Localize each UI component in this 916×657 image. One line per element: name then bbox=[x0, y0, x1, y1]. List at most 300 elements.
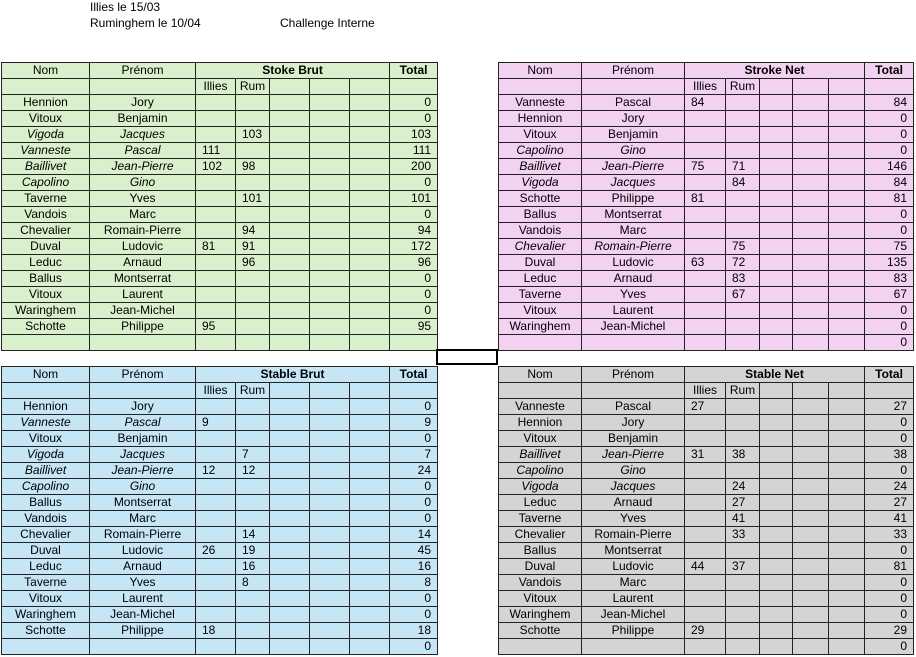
cell-nom[interactable]: Hennion bbox=[2, 95, 90, 111]
empty-cell[interactable] bbox=[310, 175, 350, 191]
cell-illies[interactable] bbox=[685, 175, 726, 191]
cell-illies[interactable] bbox=[685, 319, 726, 335]
cell-nom[interactable]: Leduc bbox=[2, 255, 90, 271]
cell-nom[interactable]: Vitoux bbox=[499, 431, 582, 447]
empty-cell[interactable] bbox=[793, 223, 829, 239]
section-title[interactable]: Stoke Brut bbox=[196, 63, 390, 79]
empty-cell[interactable] bbox=[760, 431, 793, 447]
cell-prenom[interactable]: Montserrat bbox=[582, 207, 685, 223]
cell-illies[interactable] bbox=[685, 111, 726, 127]
empty-cell[interactable] bbox=[760, 143, 793, 159]
cell-nom[interactable]: Vandois bbox=[499, 575, 582, 591]
empty-cell[interactable] bbox=[310, 319, 350, 335]
cell-nom[interactable]: Capolino bbox=[499, 143, 582, 159]
empty-cell[interactable] bbox=[310, 191, 350, 207]
cell-prenom[interactable]: Laurent bbox=[582, 303, 685, 319]
cell-rum[interactable] bbox=[236, 143, 270, 159]
empty-cell[interactable] bbox=[350, 463, 390, 479]
empty-cell[interactable] bbox=[350, 607, 390, 623]
cell-illies[interactable] bbox=[685, 303, 726, 319]
cell-rum[interactable]: 14 bbox=[236, 527, 270, 543]
empty-cell[interactable] bbox=[760, 271, 793, 287]
empty-cell[interactable] bbox=[270, 575, 310, 591]
empty-cell[interactable] bbox=[270, 447, 310, 463]
cell-total[interactable]: 0 bbox=[865, 111, 914, 127]
empty-cell[interactable] bbox=[793, 479, 829, 495]
empty-cell[interactable] bbox=[350, 511, 390, 527]
empty-cell[interactable] bbox=[793, 463, 829, 479]
cell-nom[interactable]: Schotte bbox=[499, 191, 582, 207]
cell-prenom[interactable]: Jory bbox=[582, 111, 685, 127]
cell-total[interactable]: 0 bbox=[865, 319, 914, 335]
cell-nom[interactable]: Ballus bbox=[2, 271, 90, 287]
cell-prenom[interactable]: Philippe bbox=[90, 623, 196, 639]
empty-cell[interactable] bbox=[793, 511, 829, 527]
cell-nom[interactable]: Baillivet bbox=[2, 159, 90, 175]
cell-nom[interactable]: Leduc bbox=[499, 495, 582, 511]
empty-cell[interactable] bbox=[310, 495, 350, 511]
empty-cell[interactable] bbox=[350, 127, 390, 143]
cell-total[interactable]: 0 bbox=[390, 495, 438, 511]
cell-total[interactable]: 24 bbox=[390, 463, 438, 479]
col-header-nom[interactable]: Nom bbox=[2, 63, 90, 79]
cell-illies[interactable] bbox=[685, 239, 726, 255]
col-header-total[interactable]: Total bbox=[865, 367, 914, 383]
cell-rum[interactable]: 33 bbox=[726, 527, 760, 543]
empty-cell[interactable] bbox=[350, 111, 390, 127]
cell-total[interactable]: 14 bbox=[390, 527, 438, 543]
empty-cell[interactable] bbox=[350, 143, 390, 159]
cell-nom[interactable]: Leduc bbox=[499, 271, 582, 287]
empty-cell[interactable] bbox=[350, 319, 390, 335]
cell-illies[interactable] bbox=[685, 127, 726, 143]
col-header-nom[interactable]: Nom bbox=[499, 367, 582, 383]
cell-illies[interactable] bbox=[685, 479, 726, 495]
cell-prenom[interactable]: Gino bbox=[90, 479, 196, 495]
empty-cell[interactable] bbox=[270, 463, 310, 479]
cell-rum[interactable]: 8 bbox=[236, 575, 270, 591]
empty-cell[interactable] bbox=[270, 415, 310, 431]
empty-cell[interactable] bbox=[350, 335, 390, 351]
empty-cell[interactable] bbox=[270, 591, 310, 607]
cell-prenom[interactable]: Romain-Pierre bbox=[582, 239, 685, 255]
empty-cell[interactable] bbox=[270, 191, 310, 207]
cell-nom[interactable]: Chevalier bbox=[2, 527, 90, 543]
cell-total[interactable]: 172 bbox=[390, 239, 438, 255]
empty-cell[interactable] bbox=[270, 159, 310, 175]
cell-illies[interactable]: 102 bbox=[196, 159, 236, 175]
empty-cell[interactable] bbox=[350, 591, 390, 607]
cell-illies[interactable] bbox=[685, 591, 726, 607]
cell-illies[interactable] bbox=[196, 447, 236, 463]
cell-nom[interactable] bbox=[499, 335, 582, 351]
cell-rum[interactable] bbox=[236, 287, 270, 303]
empty-cell[interactable] bbox=[350, 527, 390, 543]
empty-cell[interactable] bbox=[350, 239, 390, 255]
empty-cell[interactable] bbox=[829, 383, 865, 399]
cell-prenom[interactable]: Benjamin bbox=[90, 431, 196, 447]
cell-nom[interactable]: Waringhem bbox=[2, 303, 90, 319]
empty-cell[interactable] bbox=[310, 271, 350, 287]
empty-cell[interactable] bbox=[310, 591, 350, 607]
empty-cell[interactable] bbox=[760, 127, 793, 143]
cell-nom[interactable] bbox=[2, 639, 90, 655]
cell-rum[interactable]: 94 bbox=[236, 223, 270, 239]
cell-rum[interactable] bbox=[726, 431, 760, 447]
cell-rum[interactable] bbox=[236, 319, 270, 335]
empty-cell[interactable] bbox=[793, 383, 829, 399]
empty-cell[interactable] bbox=[829, 207, 865, 223]
empty-cell[interactable] bbox=[350, 303, 390, 319]
cell-nom[interactable]: Hennion bbox=[499, 111, 582, 127]
cell-total[interactable]: 0 bbox=[390, 607, 438, 623]
cell-total[interactable]: 0 bbox=[390, 207, 438, 223]
cell-total[interactable]: 146 bbox=[865, 159, 914, 175]
cell-illies[interactable]: 44 bbox=[685, 559, 726, 575]
cell-illies[interactable] bbox=[196, 111, 236, 127]
empty-cell[interactable] bbox=[793, 431, 829, 447]
empty-cell[interactable] bbox=[829, 319, 865, 335]
empty-cell[interactable] bbox=[793, 607, 829, 623]
cell-prenom[interactable]: Jory bbox=[90, 95, 196, 111]
empty-cell[interactable] bbox=[270, 479, 310, 495]
cell-prenom[interactable]: Laurent bbox=[582, 591, 685, 607]
cell-rum[interactable] bbox=[726, 303, 760, 319]
cell-nom[interactable]: Waringhem bbox=[2, 607, 90, 623]
cell-total[interactable]: 9 bbox=[390, 415, 438, 431]
cell-total[interactable]: 29 bbox=[865, 623, 914, 639]
cell-total[interactable]: 0 bbox=[865, 463, 914, 479]
empty-cell[interactable] bbox=[582, 383, 685, 399]
cell-nom[interactable] bbox=[499, 639, 582, 655]
cell-illies[interactable] bbox=[196, 303, 236, 319]
empty-cell[interactable] bbox=[310, 399, 350, 415]
cell-prenom[interactable]: Pascal bbox=[90, 143, 196, 159]
empty-cell[interactable] bbox=[829, 415, 865, 431]
cell-total[interactable]: 27 bbox=[865, 495, 914, 511]
empty-cell[interactable] bbox=[270, 383, 310, 399]
empty-cell[interactable] bbox=[310, 159, 350, 175]
cell-rum[interactable] bbox=[236, 607, 270, 623]
cell-rum[interactable] bbox=[726, 623, 760, 639]
cell-rum[interactable]: 24 bbox=[726, 479, 760, 495]
empty-cell[interactable] bbox=[499, 383, 582, 399]
cell-nom[interactable]: Vitoux bbox=[2, 431, 90, 447]
cell-prenom[interactable]: Romain-Pierre bbox=[90, 223, 196, 239]
cell-prenom[interactable]: Jacques bbox=[90, 127, 196, 143]
empty-cell[interactable] bbox=[793, 303, 829, 319]
cell-rum[interactable]: 67 bbox=[726, 287, 760, 303]
empty-cell[interactable] bbox=[760, 639, 793, 655]
empty-cell[interactable] bbox=[310, 639, 350, 655]
cell-rum[interactable]: 91 bbox=[236, 239, 270, 255]
empty-cell[interactable] bbox=[829, 463, 865, 479]
cell-nom[interactable]: Taverne bbox=[2, 575, 90, 591]
cell-illies[interactable] bbox=[685, 495, 726, 511]
cell-illies[interactable] bbox=[196, 607, 236, 623]
cell-prenom[interactable]: Philippe bbox=[582, 623, 685, 639]
cell-prenom[interactable]: Pascal bbox=[582, 399, 685, 415]
cell-rum[interactable]: 16 bbox=[236, 559, 270, 575]
cell-prenom[interactable]: Arnaud bbox=[582, 271, 685, 287]
empty-cell[interactable] bbox=[829, 239, 865, 255]
cell-illies[interactable] bbox=[196, 527, 236, 543]
empty-cell[interactable] bbox=[90, 383, 196, 399]
cell-prenom[interactable] bbox=[582, 335, 685, 351]
cell-nom[interactable]: Duval bbox=[2, 543, 90, 559]
empty-cell[interactable] bbox=[829, 623, 865, 639]
empty-cell[interactable] bbox=[760, 319, 793, 335]
empty-cell[interactable] bbox=[760, 543, 793, 559]
empty-cell[interactable] bbox=[793, 527, 829, 543]
empty-cell[interactable] bbox=[829, 303, 865, 319]
empty-cell[interactable] bbox=[760, 303, 793, 319]
cell-rum[interactable]: 72 bbox=[726, 255, 760, 271]
empty-cell[interactable] bbox=[793, 79, 829, 95]
cell-illies[interactable]: 63 bbox=[685, 255, 726, 271]
empty-cell[interactable] bbox=[270, 271, 310, 287]
cell-rum[interactable] bbox=[726, 543, 760, 559]
empty-cell[interactable] bbox=[760, 95, 793, 111]
cell-illies[interactable] bbox=[685, 207, 726, 223]
empty-cell[interactable] bbox=[760, 175, 793, 191]
section-title[interactable]: Stroke Net bbox=[685, 63, 865, 79]
cell-rum[interactable]: 38 bbox=[726, 447, 760, 463]
cell-rum[interactable] bbox=[236, 415, 270, 431]
cell-total[interactable]: 16 bbox=[390, 559, 438, 575]
cell-total[interactable] bbox=[390, 335, 438, 351]
cell-total[interactable]: 0 bbox=[865, 607, 914, 623]
col-header-nom[interactable]: Nom bbox=[2, 367, 90, 383]
cell-nom[interactable]: Capolino bbox=[499, 463, 582, 479]
empty-cell[interactable] bbox=[270, 175, 310, 191]
empty-cell[interactable] bbox=[310, 527, 350, 543]
section-title[interactable]: Stable Brut bbox=[196, 367, 390, 383]
empty-cell[interactable] bbox=[310, 95, 350, 111]
cell-nom[interactable]: Vitoux bbox=[2, 287, 90, 303]
empty-cell[interactable] bbox=[829, 575, 865, 591]
empty-cell[interactable] bbox=[350, 207, 390, 223]
empty-cell[interactable] bbox=[350, 255, 390, 271]
empty-cell[interactable] bbox=[310, 511, 350, 527]
cell-nom[interactable]: Schotte bbox=[499, 623, 582, 639]
cell-prenom[interactable]: Yves bbox=[582, 287, 685, 303]
empty-cell[interactable] bbox=[310, 111, 350, 127]
empty-cell[interactable] bbox=[310, 447, 350, 463]
empty-cell[interactable] bbox=[270, 623, 310, 639]
empty-cell[interactable] bbox=[270, 607, 310, 623]
cell-illies[interactable] bbox=[196, 271, 236, 287]
cell-rum[interactable]: 96 bbox=[236, 255, 270, 271]
empty-cell[interactable] bbox=[793, 559, 829, 575]
cell-rum[interactable] bbox=[236, 175, 270, 191]
cell-total[interactable]: 0 bbox=[865, 335, 914, 351]
empty-cell[interactable] bbox=[350, 559, 390, 575]
cell-rum[interactable] bbox=[236, 479, 270, 495]
empty-cell[interactable] bbox=[793, 159, 829, 175]
cell-prenom[interactable] bbox=[90, 335, 196, 351]
empty-cell[interactable] bbox=[270, 79, 310, 95]
empty-cell[interactable] bbox=[310, 255, 350, 271]
cell-nom[interactable]: Vigoda bbox=[499, 175, 582, 191]
cell-illies[interactable] bbox=[685, 415, 726, 431]
cell-rum[interactable] bbox=[236, 639, 270, 655]
cell-total[interactable]: 0 bbox=[865, 127, 914, 143]
cell-illies[interactable] bbox=[196, 335, 236, 351]
empty-cell[interactable] bbox=[829, 591, 865, 607]
empty-cell[interactable] bbox=[350, 495, 390, 511]
cell-illies[interactable] bbox=[196, 175, 236, 191]
empty-cell[interactable] bbox=[829, 95, 865, 111]
cell-prenom[interactable]: Laurent bbox=[90, 287, 196, 303]
empty-cell[interactable] bbox=[793, 575, 829, 591]
empty-cell[interactable] bbox=[270, 223, 310, 239]
empty-cell[interactable] bbox=[350, 191, 390, 207]
cell-total[interactable]: 75 bbox=[865, 239, 914, 255]
cell-illies[interactable]: 81 bbox=[685, 191, 726, 207]
cell-illies[interactable] bbox=[196, 639, 236, 655]
cell-total[interactable]: 0 bbox=[865, 223, 914, 239]
empty-cell[interactable] bbox=[350, 223, 390, 239]
cell-prenom[interactable]: Benjamin bbox=[90, 111, 196, 127]
empty-cell[interactable] bbox=[793, 255, 829, 271]
cell-total[interactable]: 0 bbox=[390, 591, 438, 607]
cell-rum[interactable]: 27 bbox=[726, 495, 760, 511]
empty-cell[interactable] bbox=[350, 543, 390, 559]
empty-cell[interactable] bbox=[829, 335, 865, 351]
cell-prenom[interactable]: Marc bbox=[582, 223, 685, 239]
cell-rum[interactable]: 37 bbox=[726, 559, 760, 575]
cell-total[interactable]: 7 bbox=[390, 447, 438, 463]
empty-cell[interactable] bbox=[270, 239, 310, 255]
cell-illies[interactable]: 29 bbox=[685, 623, 726, 639]
empty-cell[interactable] bbox=[793, 191, 829, 207]
cell-illies[interactable] bbox=[685, 223, 726, 239]
cell-rum[interactable] bbox=[726, 463, 760, 479]
cell-prenom[interactable]: Ludovic bbox=[582, 255, 685, 271]
cell-rum[interactable] bbox=[726, 399, 760, 415]
cell-rum[interactable] bbox=[726, 415, 760, 431]
cell-total[interactable]: 103 bbox=[390, 127, 438, 143]
cell-nom[interactable]: Capolino bbox=[2, 479, 90, 495]
empty-cell[interactable] bbox=[310, 303, 350, 319]
empty-cell[interactable] bbox=[310, 207, 350, 223]
cell-rum[interactable] bbox=[726, 191, 760, 207]
cell-illies[interactable] bbox=[196, 95, 236, 111]
empty-cell[interactable] bbox=[760, 399, 793, 415]
cell-illies[interactable]: 111 bbox=[196, 143, 236, 159]
cell-prenom[interactable]: Arnaud bbox=[582, 495, 685, 511]
cell-illies[interactable] bbox=[685, 143, 726, 159]
cell-rum[interactable] bbox=[726, 207, 760, 223]
cell-illies[interactable] bbox=[685, 511, 726, 527]
empty-cell[interactable] bbox=[793, 399, 829, 415]
empty-cell[interactable] bbox=[2, 383, 90, 399]
empty-cell[interactable] bbox=[760, 223, 793, 239]
cell-prenom[interactable]: Philippe bbox=[582, 191, 685, 207]
cell-rum[interactable]: 83 bbox=[726, 271, 760, 287]
cell-illies[interactable]: 12 bbox=[196, 463, 236, 479]
col-header-rum[interactable]: Rum bbox=[236, 79, 270, 95]
cell-total[interactable]: 101 bbox=[390, 191, 438, 207]
cell-rum[interactable] bbox=[236, 271, 270, 287]
cell-illies[interactable] bbox=[685, 575, 726, 591]
cell-total[interactable]: 0 bbox=[390, 479, 438, 495]
cell-prenom[interactable]: Yves bbox=[90, 191, 196, 207]
cell-total[interactable]: 0 bbox=[865, 575, 914, 591]
cell-nom[interactable]: Vigoda bbox=[2, 127, 90, 143]
empty-cell[interactable] bbox=[793, 95, 829, 111]
empty-cell[interactable] bbox=[865, 79, 914, 95]
cell-prenom[interactable]: Jean-Michel bbox=[90, 303, 196, 319]
cell-total[interactable]: 0 bbox=[865, 431, 914, 447]
empty-cell[interactable] bbox=[760, 463, 793, 479]
cell-rum[interactable]: 12 bbox=[236, 463, 270, 479]
empty-cell[interactable] bbox=[829, 495, 865, 511]
cell-total[interactable]: 0 bbox=[390, 639, 438, 655]
cell-prenom[interactable]: Montserrat bbox=[90, 495, 196, 511]
cell-rum[interactable]: 84 bbox=[726, 175, 760, 191]
cell-prenom[interactable]: Marc bbox=[90, 511, 196, 527]
empty-cell[interactable] bbox=[310, 479, 350, 495]
cell-total[interactable]: 81 bbox=[865, 191, 914, 207]
empty-cell[interactable] bbox=[829, 79, 865, 95]
cell-rum[interactable] bbox=[236, 511, 270, 527]
empty-cell[interactable] bbox=[760, 111, 793, 127]
empty-cell[interactable] bbox=[270, 127, 310, 143]
cell-nom[interactable]: Taverne bbox=[2, 191, 90, 207]
empty-cell[interactable] bbox=[310, 575, 350, 591]
cell-prenom[interactable]: Benjamin bbox=[582, 127, 685, 143]
empty-cell[interactable] bbox=[350, 623, 390, 639]
empty-cell[interactable] bbox=[760, 335, 793, 351]
empty-cell[interactable] bbox=[760, 623, 793, 639]
cell-prenom[interactable]: Jean-Pierre bbox=[90, 159, 196, 175]
empty-cell[interactable] bbox=[310, 463, 350, 479]
empty-cell[interactable] bbox=[760, 447, 793, 463]
cell-nom[interactable]: Vandois bbox=[2, 511, 90, 527]
col-header-rum[interactable]: Rum bbox=[726, 79, 760, 95]
cell-prenom[interactable] bbox=[582, 639, 685, 655]
empty-cell[interactable] bbox=[793, 175, 829, 191]
empty-cell[interactable] bbox=[310, 543, 350, 559]
empty-cell[interactable] bbox=[760, 415, 793, 431]
empty-cell[interactable] bbox=[829, 527, 865, 543]
cell-nom[interactable]: Vandois bbox=[499, 223, 582, 239]
cell-prenom[interactable]: Jory bbox=[90, 399, 196, 415]
cell-illies[interactable] bbox=[196, 207, 236, 223]
cell-total[interactable]: 0 bbox=[865, 543, 914, 559]
cell-prenom[interactable]: Jacques bbox=[582, 479, 685, 495]
cell-total[interactable]: 24 bbox=[865, 479, 914, 495]
cell-prenom[interactable]: Yves bbox=[90, 575, 196, 591]
cell-prenom[interactable]: Arnaud bbox=[90, 559, 196, 575]
col-header-illies[interactable]: Illies bbox=[685, 383, 726, 399]
cell-total[interactable]: 96 bbox=[390, 255, 438, 271]
cell-illies[interactable]: 95 bbox=[196, 319, 236, 335]
cell-prenom[interactable]: Laurent bbox=[90, 591, 196, 607]
cell-rum[interactable] bbox=[236, 431, 270, 447]
empty-cell[interactable] bbox=[760, 255, 793, 271]
cell-nom[interactable]: Vandois bbox=[2, 207, 90, 223]
empty-cell[interactable] bbox=[350, 287, 390, 303]
cell-illies[interactable] bbox=[196, 431, 236, 447]
empty-cell[interactable] bbox=[310, 559, 350, 575]
cell-nom[interactable]: Hennion bbox=[2, 399, 90, 415]
empty-cell[interactable] bbox=[350, 447, 390, 463]
cell-total[interactable]: 0 bbox=[390, 511, 438, 527]
empty-cell[interactable] bbox=[829, 111, 865, 127]
